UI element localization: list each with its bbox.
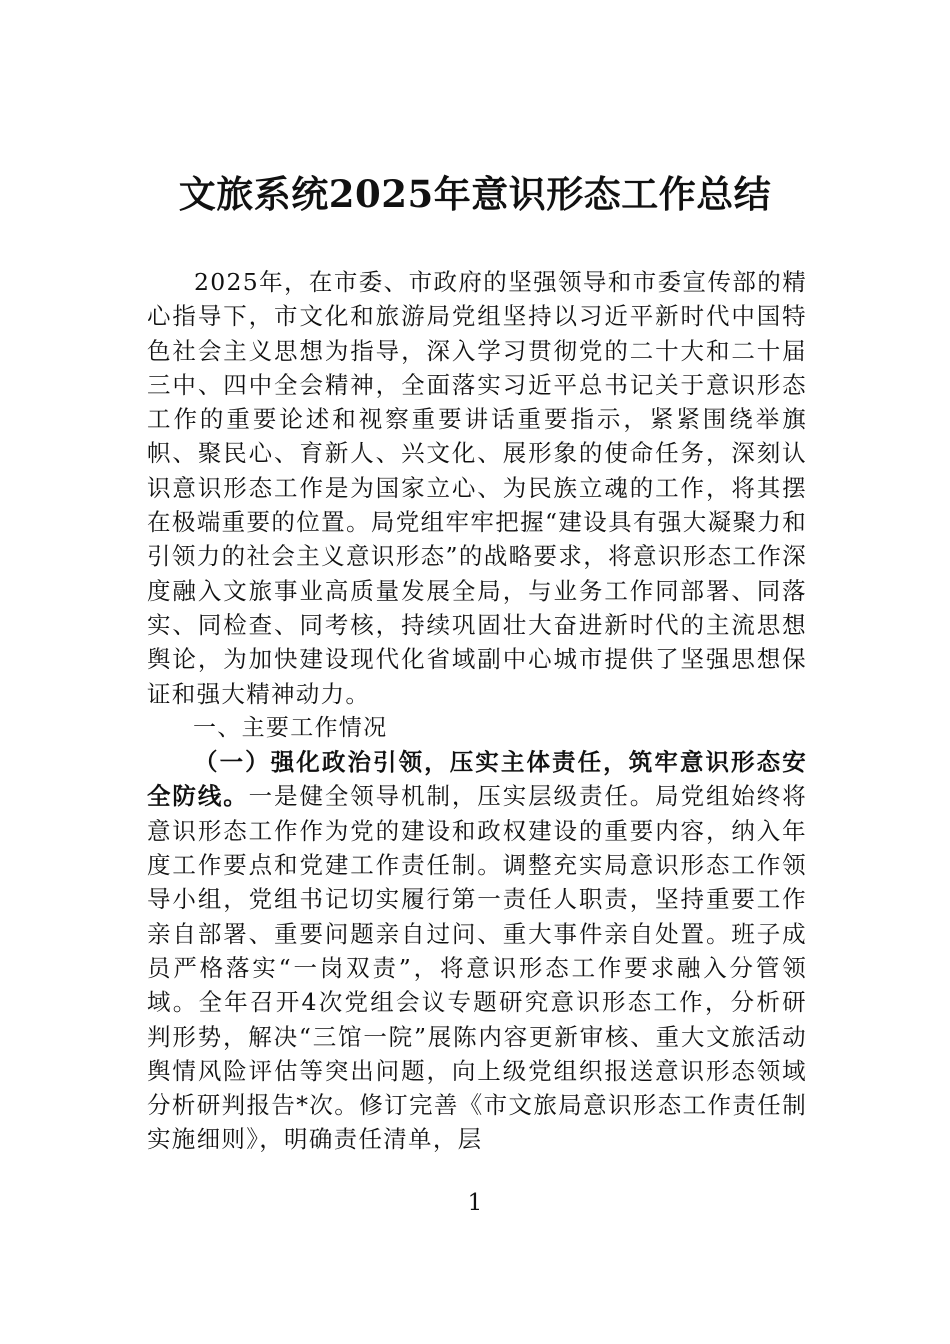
section-heading-main-work: 一、主要工作情况 (193, 714, 388, 741)
document-title: 文旅系统2025年意识形态工作总结 (178, 172, 772, 216)
page-number: 1 (467, 1190, 483, 1216)
subsection-paragraph-1 (147, 745, 807, 1157)
subsection-heading-1: （一）强化政治引领，压实主体责任，筑牢意识形态安全防线。 (147, 748, 807, 811)
document-body (147, 265, 807, 1157)
subsection-body-1: 一是健全领导机制，压实层级责任。局党组始终将意识形态工作作为党的建设和政权建设的重要内容，纳入年度工作要点和党建工作责任制。调整充实局意识形态工作领导小组，党组书记切实履行第一责任人职责，坚持重要工作亲自部署、重要问题亲自过问、重大事件亲自处置。班子成员严格落实“一岗双责”，将意识形态工作要求融入分管领域。全年召开4次党组会议专题研究意识形态工作，分析研判形势，解决“三馆一院”展陈内容更新审核、重大文旅活动舆情风险评估等突出问题，向上级党组织报送意识形态领域分析研判报告*次。修订完善《市文旅局意识形态工作责任制实施细则》，明确责任清单，层 (147, 782, 807, 1154)
intro-paragraph: 2025年，在市委、市政府的坚强领导和市委宣传部的精心指导下，市文化和旅游局党组坚持以习近平新时代中国特色社会主义思想为指导，深入学习贯彻党的二十大和二十届三中、四中全会精神，全面落实习近平总书记关于意识形态工作的重要论述和视察重要讲话重要指示，紧紧围绕举旗帜、聚民心、育新人、兴文化、展形象的使命任务，深刻认识意识形态工作是为国家立心、为民族立魂的工作，将其摆在极端重要的位置。局党组牢牢把握“建设具有强大凝聚力和引领力的社会主义意识形态”的战略要求，将意识形态工作深度融入文旅事业高质量发展全局，与业务工作同部署、同落实、同检查、同考核，持续巩固壮大奋进新时代的主流思想舆论，为加快建设现代化省域副中心城市提供了坚强思想保证和强大精神动力。 (147, 268, 807, 708)
